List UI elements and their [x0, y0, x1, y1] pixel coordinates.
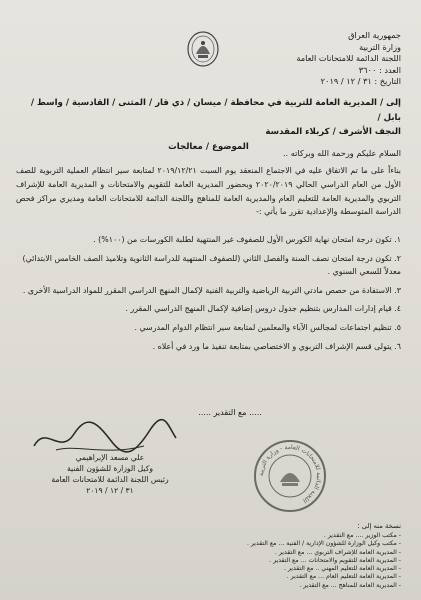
copies-title: نسخة منه إلى :: [357, 522, 401, 530]
decisions-list: [16, 233, 401, 358]
signature-block: [20, 452, 200, 496]
letterhead-ministry: وزارة التربية: [359, 41, 401, 52]
seal-ring-text: اللجنة الدائمة للامتحانات العامة - وزارة التربية: [257, 443, 323, 505]
copy-recipient: - المديرية العامة للإشراف التربوي ... مع التقدير .: [226, 549, 401, 557]
letterhead: [251, 30, 401, 88]
letterhead-country: جمهورية العراق: [348, 30, 401, 40]
signatory-title: وكيل الوزارة للشؤون الفنية: [66, 464, 154, 473]
decision-item: ٤. قيام إدارات المدارس بتنظيم جدول دروس إضافية لإكمال المنهج الدراسي المقرر .: [125, 304, 401, 314]
letterhead-date: التاريخ : ٣١ / ١٢ / ٢٠١٩: [320, 76, 401, 87]
copy-recipient: - المديرية العامة للتقويم والامتحانات ... مع التقدير .: [226, 557, 401, 565]
copy-recipient: - المديرية العامة للتعليم المهني .. مع التقدير .: [226, 565, 401, 573]
closing-line: ..... مع التقدير .....: [198, 408, 262, 417]
decision-item: ٥. تنظيم اجتماعات لمجالس الآباء والمعلمين لمتابعة سير انتظام الدوام المدرسي .: [134, 322, 401, 332]
official-seal-stamp: [252, 438, 328, 514]
recipients-block: [16, 96, 401, 154]
ministry-emblem-icon: [186, 30, 220, 68]
decision-item: ٢. تكون درجة امتحان نصف السنة والفصل الثاني (للصفوف المنتهية للدراسة الثانوية وتلاميذ الصف الخامس الابتدائي) معدلاً للسعي السنوي .: [22, 253, 401, 277]
copy-recipient: - مكتب وكيل الوزارة للشؤون الإدارية / الفنية ... مع التقدير .: [226, 540, 401, 548]
copies-list: [226, 532, 401, 590]
signatory-name: علي مسعد الإبراهيمي: [75, 453, 145, 462]
intro-paragraph: بناءاً على ما تم الاتفاق عليه في الاجتماع المنعقد يوم السبت ٢٠١٩/١٢/٢١ لمتابعة سير انتظام العملية التربوية للصف الأول من العام الدراسي الحالي ٢٠٢٠/٢٠١٩ وبحضور المديرية العامة للتقويم والامتحانات و المديرية العامة للإشراف التربوي والمديرية العامة للتعليم العام والمديرية العامة للمناهج واللجنة الدائمة للامتحانات العامة ومديري مراكز فحص الدراسة المتوسطة والإعدادية تقرر ما يأتي :-: [16, 166, 401, 217]
letterhead-number: العدد : ٣٦٠٠: [358, 64, 401, 75]
copy-recipient: - مكتب الوزير .... مع التقدير .: [226, 532, 401, 540]
signatory-role: رئيس اللجنة الدائمة للامتحانات العامة: [51, 475, 169, 484]
copy-recipient: - المديرية العامة للمناهج ... مع التقدير .: [226, 582, 401, 590]
decision-item: ٣. الاستفادة من حصص مادتي التربية الرياضية والتربية الفنية لإكمال المنهج الدراسي المقرر للمواد الدراسية الأخرى .: [22, 285, 401, 295]
recipients-line-continued: النجف الأشرف / كربلاء المقدسة: [265, 127, 401, 137]
recipients-line: إلى / المديرية العامة للتربية في محافظة / ميسان / ذي قار / المثنى / القادسية / واسط / بابل /: [30, 98, 401, 123]
decision-item: ٦. يتولى قسم الإشراف التربوي و الاختصاصي بمتابعة تنفيذ ما ورد في أعلاه .: [152, 341, 401, 351]
signature-date: ٣١ / ١٢ / ٢٠١٩: [86, 486, 134, 495]
decision-item: ١. تكون درجة امتحان نهاية الكورس الأول للصفوف غير المنتهية لطلبة الكورسات من (١٠٠%) .: [93, 235, 401, 244]
subject-line: الموضوع / معالجات: [168, 141, 249, 152]
greeting: السلام عليكم ورحمة الله وبركاته ..: [282, 148, 401, 158]
copy-recipient: - المديرية العامة للتعليم العام ... مع التقدير .: [226, 573, 401, 581]
letterhead-committee: اللجنة الدائمة للامتحانات العامة: [296, 53, 401, 64]
